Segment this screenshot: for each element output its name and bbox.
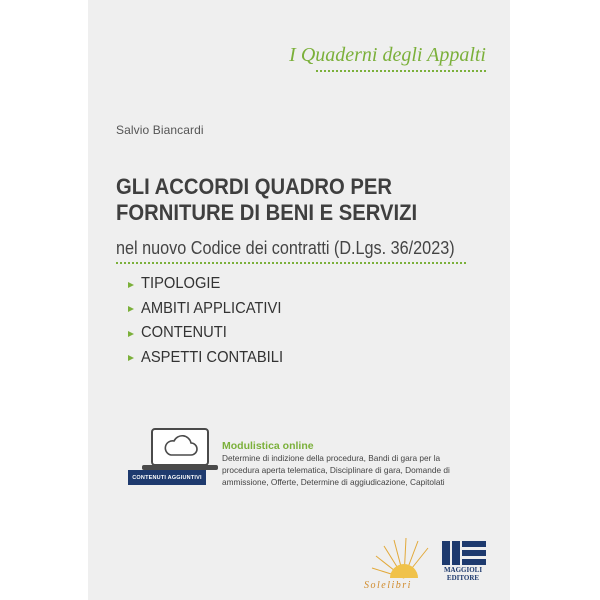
series-divider [316,70,486,72]
publisher-line: EDITORE [446,574,480,582]
topic-label: CONTENUTI [141,324,227,342]
triangle-bullet-icon [128,282,134,288]
topic-list [128,272,295,370]
book-title [116,174,458,226]
triangle-bullet-icon [128,355,134,361]
series-title: I Quaderni degli Appalti [289,44,486,66]
topic-label: TIPOLOGIE [141,275,221,293]
publisher-line: MAGGIOLI [443,566,483,574]
book-subtitle: nel nuovo Codice dei contratti (D.Lgs. 36/2023) [116,238,455,258]
imprint-name: Solelibri [364,580,412,591]
subtitle-divider [116,262,466,264]
modulistica-description: Determine di indizione della procedura, Bandi di gara per la procedura aperta telematica, Disciplinare di gara, Domande di ammissione, Offerte, Determine di aggiudicazione, Capitolati [222,453,450,487]
modulistica-title: Modulistica online [222,440,314,452]
title-line-1: GLI ACCORDI QUADRO PER [116,174,393,199]
title-line-2: FORNITURE DI BENI E SERVIZI [116,200,418,225]
triangle-bullet-icon [128,331,134,337]
additional-content-badge: CONTENUTI AGGIUNTIVI [128,470,206,485]
triangle-bullet-icon [128,306,134,312]
publisher-name [435,566,491,582]
maggioli-logo [442,541,486,565]
topic-item [128,346,295,371]
topic-item [128,321,295,346]
topic-label: AMBITI APPLICATIVI [141,299,282,317]
book-cover [88,0,510,600]
topic-item [128,297,295,322]
topic-item [128,272,295,297]
author-name: Salvio Biancardi [116,123,204,137]
topic-label: ASPETTI CONTABILI [141,348,284,366]
